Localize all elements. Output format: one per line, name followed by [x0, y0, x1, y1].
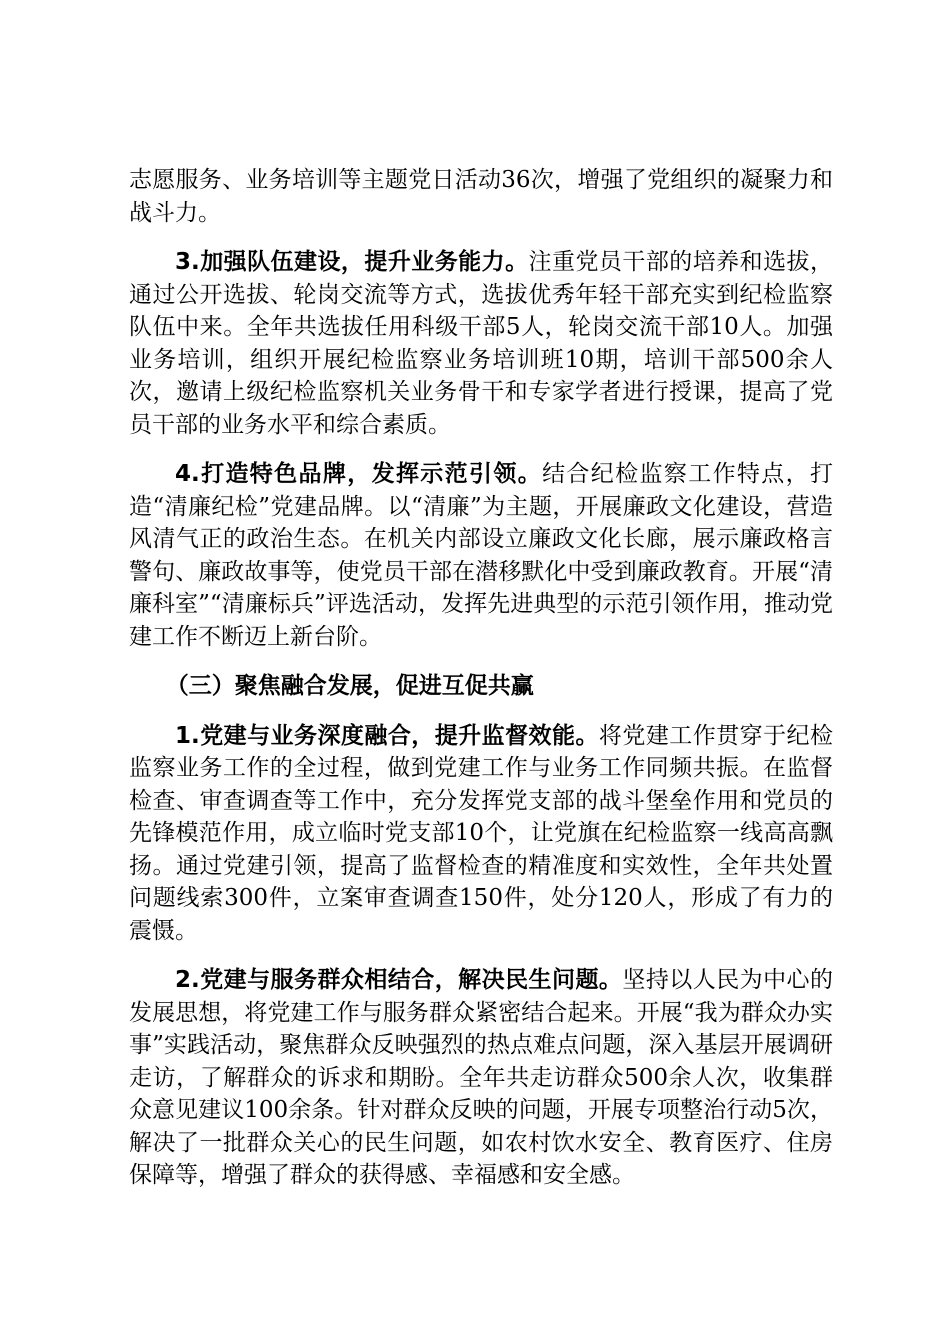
paragraph-lead: 2.党建与服务群众相结合，解决民生问题。 [175, 967, 623, 993]
paragraph-text: 结合纪检监察工作特点，打造“清廉纪检”党建品牌。以“清廉”为主题，开展廉政文化建设，营造风清气正的政治生态。在机关内部设立廉政文化长廊，展示廉政格言警句、廉政故事等，使党员干部在潜移默化中受到廉政教育。开展“清廉科室”“清廉标兵”评选活动，发挥先进典型的示范引领作用，推动党建工作不断迈上新台阶。 [129, 461, 833, 650]
document-body [129, 164, 833, 1209]
paragraph-team-building [129, 246, 833, 441]
paragraph-text: 注重党员干部的培养和选拔，通过公开选拔、轮岗交流等方式，选拔优秀年轻干部充实到纪检监察队伍中来。全年共选拔任用科级干部5人，轮岗交流干部10人。加强业务培训，组织开展纪检监察业务培训班10期，培训干部500余人次，邀请上级纪检监察机关业务骨干和专家学者进行授课，提高了党员干部的业务水平和综合素质。 [129, 249, 833, 438]
paragraph-brand-building [129, 458, 833, 653]
paragraph-serving-masses [129, 964, 833, 1192]
paragraph-text: 将党建工作贯穿于纪检监察业务工作的全过程，做到党建工作与业务工作同频共振。在监督检查、审查调查等工作中，充分发挥党支部的战斗堡垒作用和党员的先锋模范作用，成立临时党支部10个，让党旗在纪检监察一线高高飘扬。通过党建引领，提高了监督检查的精准度和实效性，全年共处置问题线索300件，立案审查调查150件，处分120人，形成了有力的震慑。 [129, 722, 834, 944]
paragraph-text: 坚持以人民为中心的发展思想，将党建工作与服务群众紧密结合起来。开展“我为群众办实事”实践活动，聚焦群众反映强烈的热点难点问题，深入基层开展调研走访，了解群众的诉求和期盼。全年共走访群众500余人次，收集群众意见建议100余条。针对群众反映的问题，开展专项整治行动5次，解决了一批群众关心的民生问题，如农村饮水安全、教育医疗、住房保障等，增强了群众的获得感、幸福感和安全感。 [129, 967, 834, 1188]
paragraph-lead: 4.打造特色品牌，发挥示范引领。 [175, 461, 543, 487]
section-heading: （三）聚焦融合发展，促进互促共赢 [165, 673, 534, 699]
paragraph-lead: 1.党建与业务深度融合，提升监督效能。 [175, 722, 599, 749]
paragraph-text: 志愿服务、业务培训等主题党日活动36次，增强了党组织的凝聚力和战斗力。 [129, 167, 833, 226]
paragraph-continuation [129, 164, 833, 229]
paragraph-lead: 3.加强队伍建设，提升业务能力。 [175, 249, 529, 275]
paragraph-business-integration [129, 720, 833, 948]
